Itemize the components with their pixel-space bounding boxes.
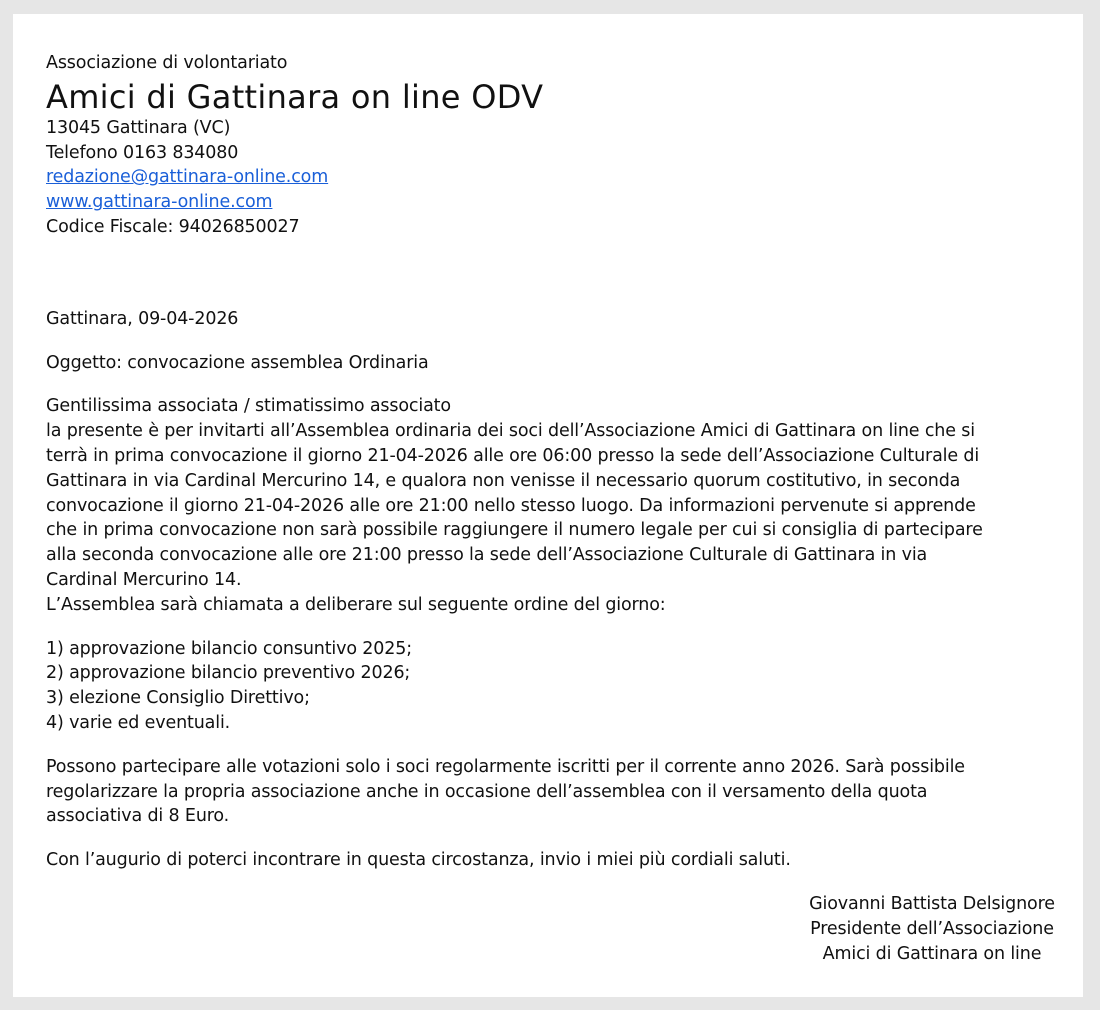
- agenda-item: 2) approvazione bilancio preventivo 2026;: [46, 663, 411, 684]
- body-line: convocazione il giorno 21-04-2026 alle ore 21:00 nello stesso luogo. Da informazioni pervenute si apprende: [46, 495, 976, 516]
- website-link[interactable]: www.gattinara-online.com: [46, 192, 273, 213]
- letter-date: Gattinara, 09-04-2026: [46, 308, 239, 329]
- agenda-item: 4) varie ed eventuali.: [46, 712, 231, 733]
- body-line: Cardinal Mercurino 14.: [46, 569, 242, 590]
- signature-role: Presidente dell’Associazione: [810, 918, 1054, 939]
- participation-line: regolarizzare la propria associazione anche in occasione dell’assemblea con il versamento della quota: [46, 781, 928, 802]
- org-phone: Telefono 0163 834080: [46, 142, 239, 163]
- participation-paragraph: [46, 755, 1050, 829]
- org-address: 13045 Gattinara (VC): [46, 117, 231, 138]
- letter-body: [46, 394, 1050, 617]
- letter-subject: Oggetto: convocazione assemblea Ordinaria: [46, 352, 429, 373]
- closing-line: Con l’augurio di poterci incontrare in questa circostanza, invio i miei più cordiali saluti.: [46, 850, 791, 871]
- body-line: che in prima convocazione non sarà possibile raggiungere il numero legale per cui si consiglia di partecipare: [46, 520, 983, 541]
- agenda-item: 3) elezione Consiglio Direttivo;: [46, 688, 310, 709]
- body-line: alla seconda convocazione alle ore 21:00 presso la sede dell’Associazione Culturale di Gattinara in via: [46, 545, 928, 566]
- agenda-list: [46, 637, 1050, 736]
- participation-line: Possono partecipare alle votazioni solo i soci regolarmente iscritti per il corrente anno 2026. Sarà possibile: [46, 756, 965, 777]
- signature-org: Amici di Gattinara on line: [822, 943, 1042, 964]
- agenda-item: 1) approvazione bilancio consuntivo 2025;: [46, 638, 412, 659]
- org-name: Amici di Gattinara on line ODV: [46, 77, 544, 116]
- org-type: Associazione di volontariato: [46, 53, 288, 73]
- signature-block: [782, 892, 1082, 966]
- salutation: Gentilissima associata / stimatissimo associato: [46, 396, 451, 417]
- agenda-intro: L’Assemblea sarà chiamata a deliberare sul seguente ordine del giorno:: [46, 594, 666, 615]
- fiscal-code: Codice Fiscale: 94026850027: [46, 216, 300, 237]
- body-line: terrà in prima convocazione il giorno 21-04-2026 alle ore 06:00 presso la sede dell’Associazione Culturale di: [46, 445, 980, 466]
- email-link[interactable]: redazione@gattinara-online.com: [46, 167, 329, 188]
- signature-name: Giovanni Battista Delsignore: [809, 893, 1055, 914]
- body-line: Gattinara in via Cardinal Mercurino 14, e qualora non venisse il necessario quorum costitutivo, in seconda: [46, 470, 961, 491]
- body-line: la presente è per invitarti all’Assemblea ordinaria dei soci dell’Associazione Amici di Gattinara on line che si: [46, 421, 975, 442]
- letterhead: [46, 51, 1050, 240]
- participation-line: associativa di 8 Euro.: [46, 806, 230, 827]
- letter-page: [13, 14, 1083, 997]
